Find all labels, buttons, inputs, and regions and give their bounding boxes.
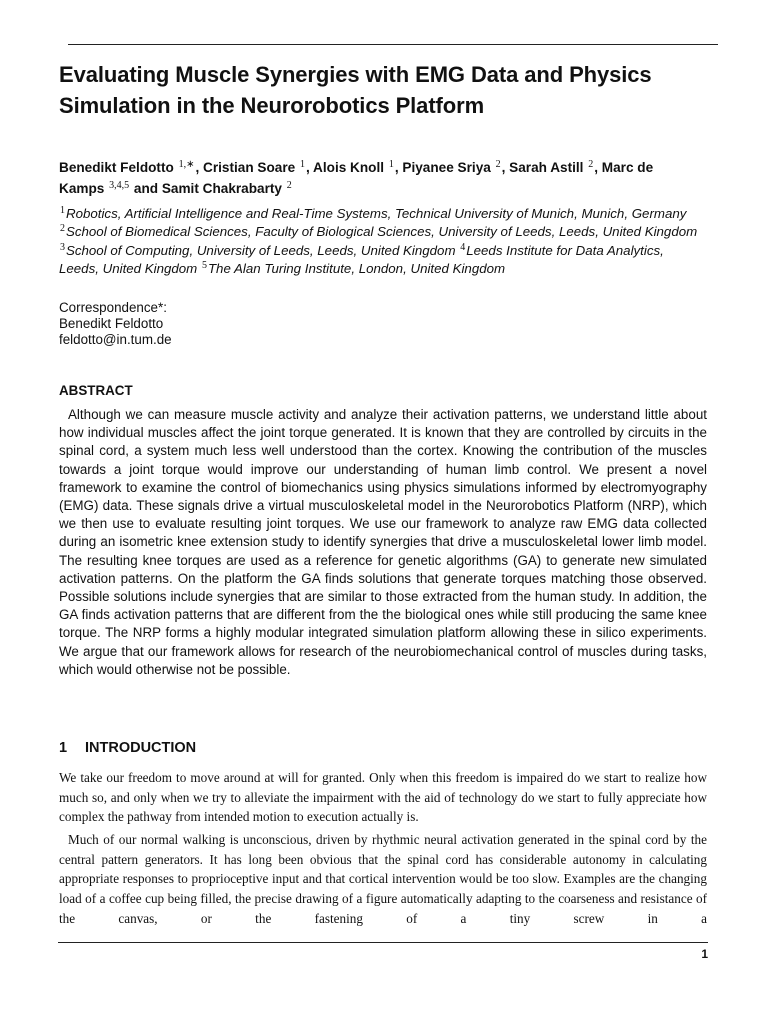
author-name: Sarah Astill xyxy=(509,160,584,175)
author-affiliation-marker: 1 xyxy=(388,159,394,170)
paper-title: Evaluating Muscle Synergies with EMG Data and Physics Simulation in the Neurorobotics Platform xyxy=(59,62,652,118)
author-affiliation-marker: 2 xyxy=(588,159,594,170)
author-list: Benedikt Feldotto $^{1,∗}$, Cristian Soare $^1$, Alois Knoll $^1$, Piyanee Sriya $^2$, Sarah Astill $^2$, Marc de Kamps $^{3,4,5}$ and Samit Chakrabarty $^2$ xyxy=(59,159,654,196)
introduction-heading xyxy=(59,738,196,758)
author-name: Marc de Kamps xyxy=(59,160,654,196)
author-affiliation-marker: 3,4,5 xyxy=(109,180,130,191)
affiliation-text: Leeds Institute for Data Analytics, Leeds, United Kingdom xyxy=(59,242,664,276)
introduction-paragraph: Much of our normal walking is unconscious, driven by rhythmic neural activation generated in the spinal cord by the central pattern generators. It has long been obvious that the spinal cord has considerable autonomy in calculating appropriate responses to proprioceptive input and that cortical intervention would be too slow. Examples are the changing load of a coffee cup being filled, the precise drawing of a figure automatically adapting to the coarseness and resistance of the canvas, or the fastening of a tiny screw in a xyxy=(59,832,707,926)
author-name: Piyanee Sriya xyxy=(402,160,491,175)
affiliation-text: School of Computing, University of Leeds, Leeds, United Kingdom xyxy=(66,242,456,258)
author-affiliation-marker: 1,∗ xyxy=(178,159,195,170)
affiliation-text: School of Biomedical Sciences, Faculty of Biological Sciences, University of Leeds, Leeds, United Kingdom xyxy=(66,224,698,240)
section-title: INTRODUCTION xyxy=(85,740,197,756)
section-number: 1 xyxy=(59,740,68,756)
affiliation-marker: 4 xyxy=(460,241,466,253)
footer-rule xyxy=(58,942,708,943)
affiliation-marker: 1 xyxy=(60,205,65,216)
introduction-paragraph: We take our freedom to move around at will for granted. Only when this freedom is impaired do we start to realize how much so, and only when we try to alleviate the impairment with the aid of technology do we start to fully appreciate how complex the pathway from intended motion to execution actually is. xyxy=(59,770,707,825)
page-number: 1 xyxy=(701,947,708,961)
correspondence-name: Benedikt Feldotto xyxy=(59,316,164,331)
author-name: Benedikt Feldotto xyxy=(59,160,174,175)
correspondence-label: Correspondence*: xyxy=(59,300,167,315)
author-name: Cristian Soare xyxy=(203,160,296,175)
author-affiliation-marker: 2 xyxy=(286,180,292,191)
abstract-text: Although we can measure muscle activity and analyze their activation patterns, we understand little about how individual muscles affect the joint torque generated. It is known that they are controlled by circuits in the spinal cord, a system much less well understood than the cortex. Knowing the contribution of the muscles towards a joint torque would improve our understanding of human limb control. We present a novel framework to examine the control of biomechanics using physics simulations informed by electromyography (EMG) data. These signals drive a virtual musculoskeletal model in the Neurorobotics Platform (NRP), which we then use to evaluate resulting joint torques. We use our framework to analyze raw EMG data collected during an isometric knee extension study to identify synergies that drive a musculoskeletal lower limb model. The resulting knee torques are used as a reference for genetic algorithms (GA) to generate new simulated activation patterns. On the platform the GA finds solutions that generate torques matching those observed. Possible solutions include synergies that are similar to those extracted from the human study. In addition, the GA finds activation patterns that are different from the the biological ones while still producing the same knee torque. The NRP forms a highly modular integrated simulation platform allowing these in silico experiments. We argue that our framework allows for research of the neurobiomechanical control of muscles during tasks, which would otherwise not be possible. xyxy=(59,407,707,677)
affiliation-text: Robotics, Artificial Intelligence and Real-Time Systems, Technical University of Munich, Munich, Germany xyxy=(66,206,687,221)
author-affiliation-marker: 1 xyxy=(299,159,305,170)
abstract-heading: ABSTRACT xyxy=(59,383,133,398)
affiliation-marker: 2 xyxy=(60,223,65,235)
author-affiliation-marker: 2 xyxy=(495,159,501,170)
affiliation-text: The Alan Turing Institute, London, United Kingdom xyxy=(207,260,506,276)
affiliation-list xyxy=(59,205,699,278)
author-name: Samit Chakrabarty xyxy=(161,181,282,196)
correspondence-block xyxy=(59,300,559,348)
author-name: Alois Knoll xyxy=(313,160,385,175)
correspondence-email[interactable]: feldotto@in.tum.de xyxy=(59,332,172,347)
affiliation-marker: 5 xyxy=(201,259,207,271)
header-rule xyxy=(68,44,718,45)
affiliation-marker: 3 xyxy=(60,241,65,253)
